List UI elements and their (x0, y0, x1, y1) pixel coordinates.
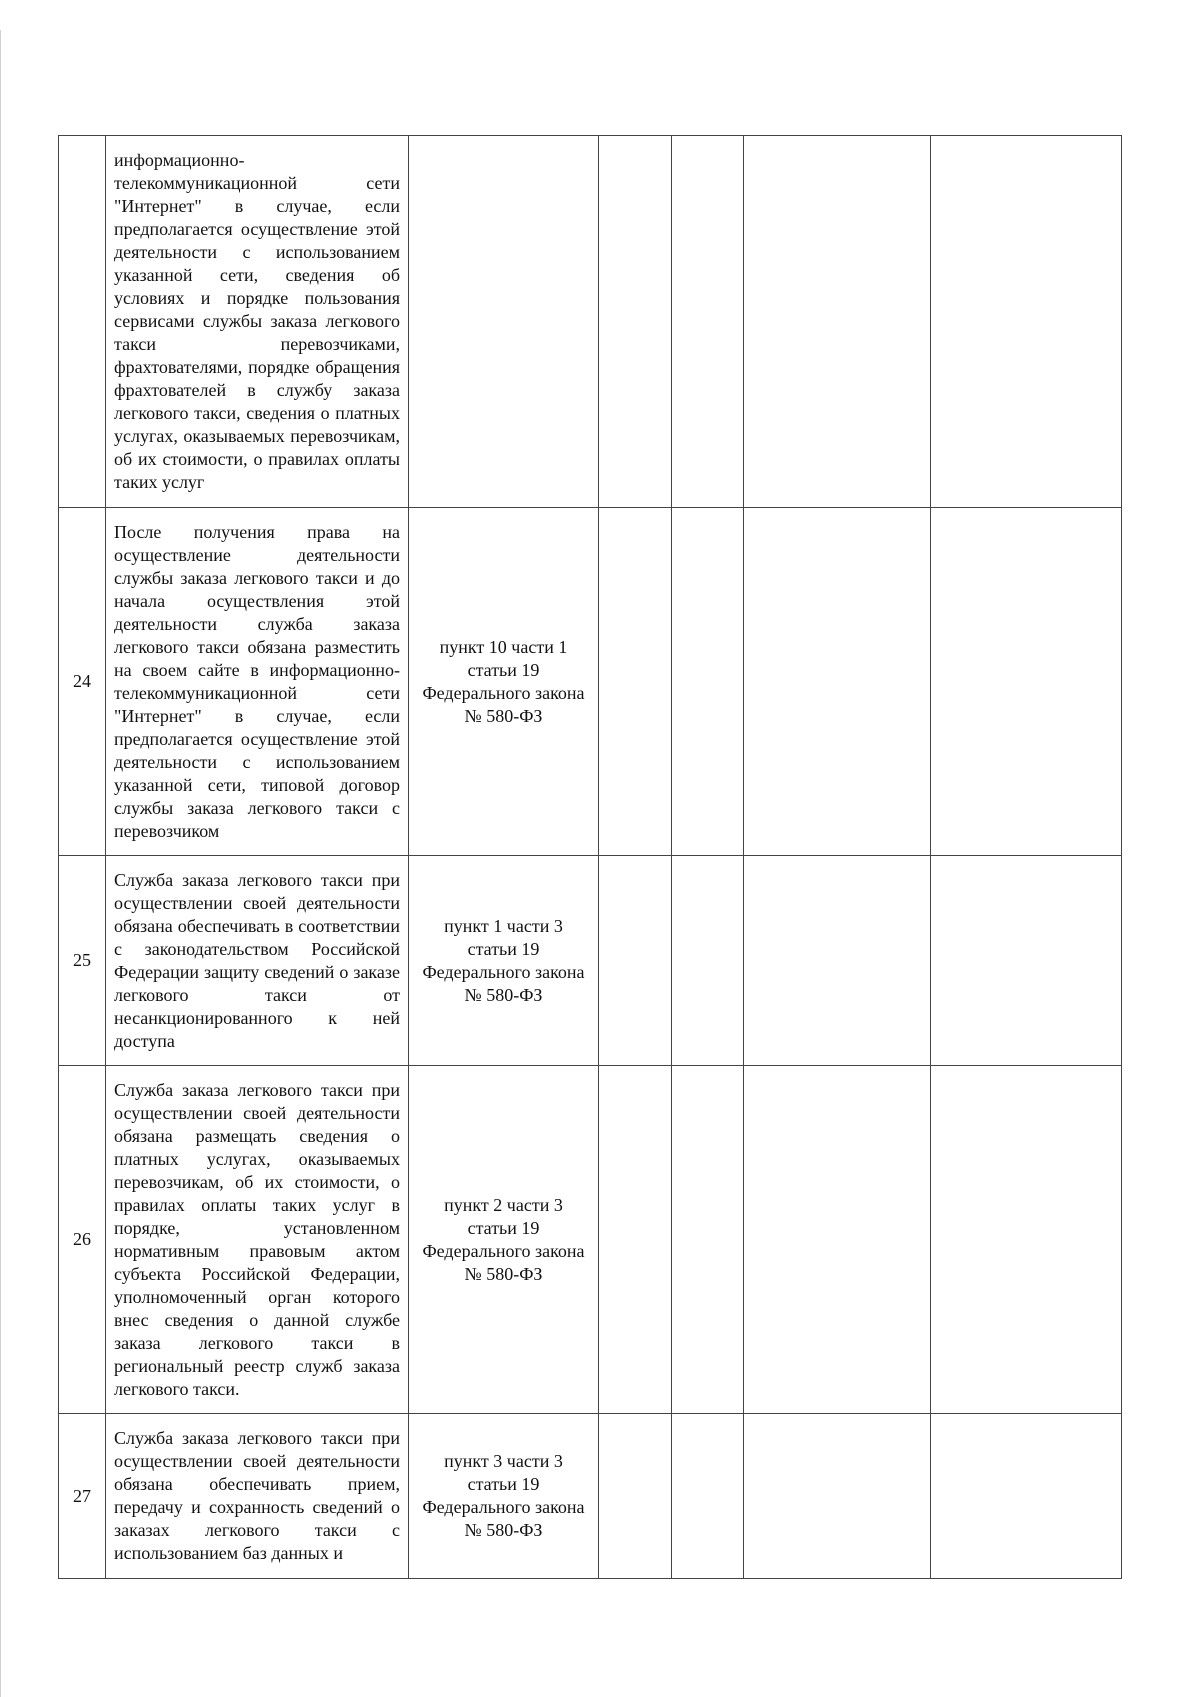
notes-cell (931, 1414, 1122, 1579)
legal-basis: пункт 10 части 1 статьи 19 Федерального закона № 580-ФЗ (409, 508, 599, 856)
row-number: 24 (59, 508, 106, 856)
answer-na-cell (744, 1066, 931, 1414)
answer-na-cell (744, 1414, 931, 1579)
table-row (59, 856, 1122, 1066)
requirements-table (58, 135, 1122, 1579)
answer-no-cell (672, 508, 744, 856)
requirement-text: Служба заказа легкового такси при осуществлении своей деятельности обязана обеспечивать прием, передачу и сохранность сведений о заказах легкового такси с использованием баз данных и (106, 1414, 409, 1579)
legal-basis: пункт 2 части 3 статьи 19 Федерального закона № 580-ФЗ (409, 1066, 599, 1414)
requirement-text: информационно-телекоммуникационной сети "Интернет" в случае, если предполагается осуществление этой деятельности с использованием указанной сети, сведения об условиях и порядке пользования сервисами службы заказа легкового такси перевозчиками, фрахтователями, порядке обращения фрахтователей в службу заказа легкового такси, сведения о платных услугах, оказываемых перевозчикам, об их стоимости, о правилах оплаты таких услуг (106, 136, 409, 508)
notes-cell (931, 856, 1122, 1066)
answer-no-cell (672, 1414, 744, 1579)
answer-no-cell (672, 136, 744, 508)
legal-basis: пункт 3 части 3 статьи 19 Федерального закона № 580-ФЗ (409, 1414, 599, 1579)
answer-na-cell (744, 136, 931, 508)
table-row (59, 136, 1122, 508)
requirement-text: Служба заказа легкового такси при осуществлении своей деятельности обязана размещать сведения о платных услугах, оказываемых перевозчикам, об их стоимости, о правилах оплаты таких услуг в порядке, установленном нормативным правовым актом субъекта Российской Федерации, уполномоченный орган которого внес сведения о данной службе заказа легкового такси в региональный реестр служб заказа легкового такси. (106, 1066, 409, 1414)
notes-cell (931, 136, 1122, 508)
answer-yes-cell (599, 1066, 672, 1414)
table-row (59, 1066, 1122, 1414)
answer-yes-cell (599, 136, 672, 508)
answer-no-cell (672, 856, 744, 1066)
row-number: 25 (59, 856, 106, 1066)
answer-yes-cell (599, 856, 672, 1066)
notes-cell (931, 1066, 1122, 1414)
row-number (59, 136, 106, 508)
answer-no-cell (672, 1066, 744, 1414)
table-row (59, 1414, 1122, 1579)
answer-yes-cell (599, 508, 672, 856)
row-number: 27 (59, 1414, 106, 1579)
answer-na-cell (744, 856, 931, 1066)
legal-basis: пункт 1 части 3 статьи 19 Федерального закона № 580-ФЗ (409, 856, 599, 1066)
answer-yes-cell (599, 1414, 672, 1579)
answer-na-cell (744, 508, 931, 856)
row-number: 26 (59, 1066, 106, 1414)
notes-cell (931, 508, 1122, 856)
page-edge-line (0, 30, 1, 1697)
table-row (59, 508, 1122, 856)
requirement-text: После получения права на осуществление деятельности службы заказа легкового такси и до начала осуществления этой деятельности служба заказа легкового такси обязана разместить на своем сайте в информационно-телекоммуникационной сети "Интернет" в случае, если предполагается осуществление этой деятельности с использованием указанной сети, типовой договор службы заказа легкового такси с перевозчиком (106, 508, 409, 856)
requirement-text: Служба заказа легкового такси при осуществлении своей деятельности обязана обеспечивать в соответствии с законодательством Российской Федерации защиту сведений о заказе легкового такси от несанкционированного к ней доступа (106, 856, 409, 1066)
legal-basis (409, 136, 599, 508)
